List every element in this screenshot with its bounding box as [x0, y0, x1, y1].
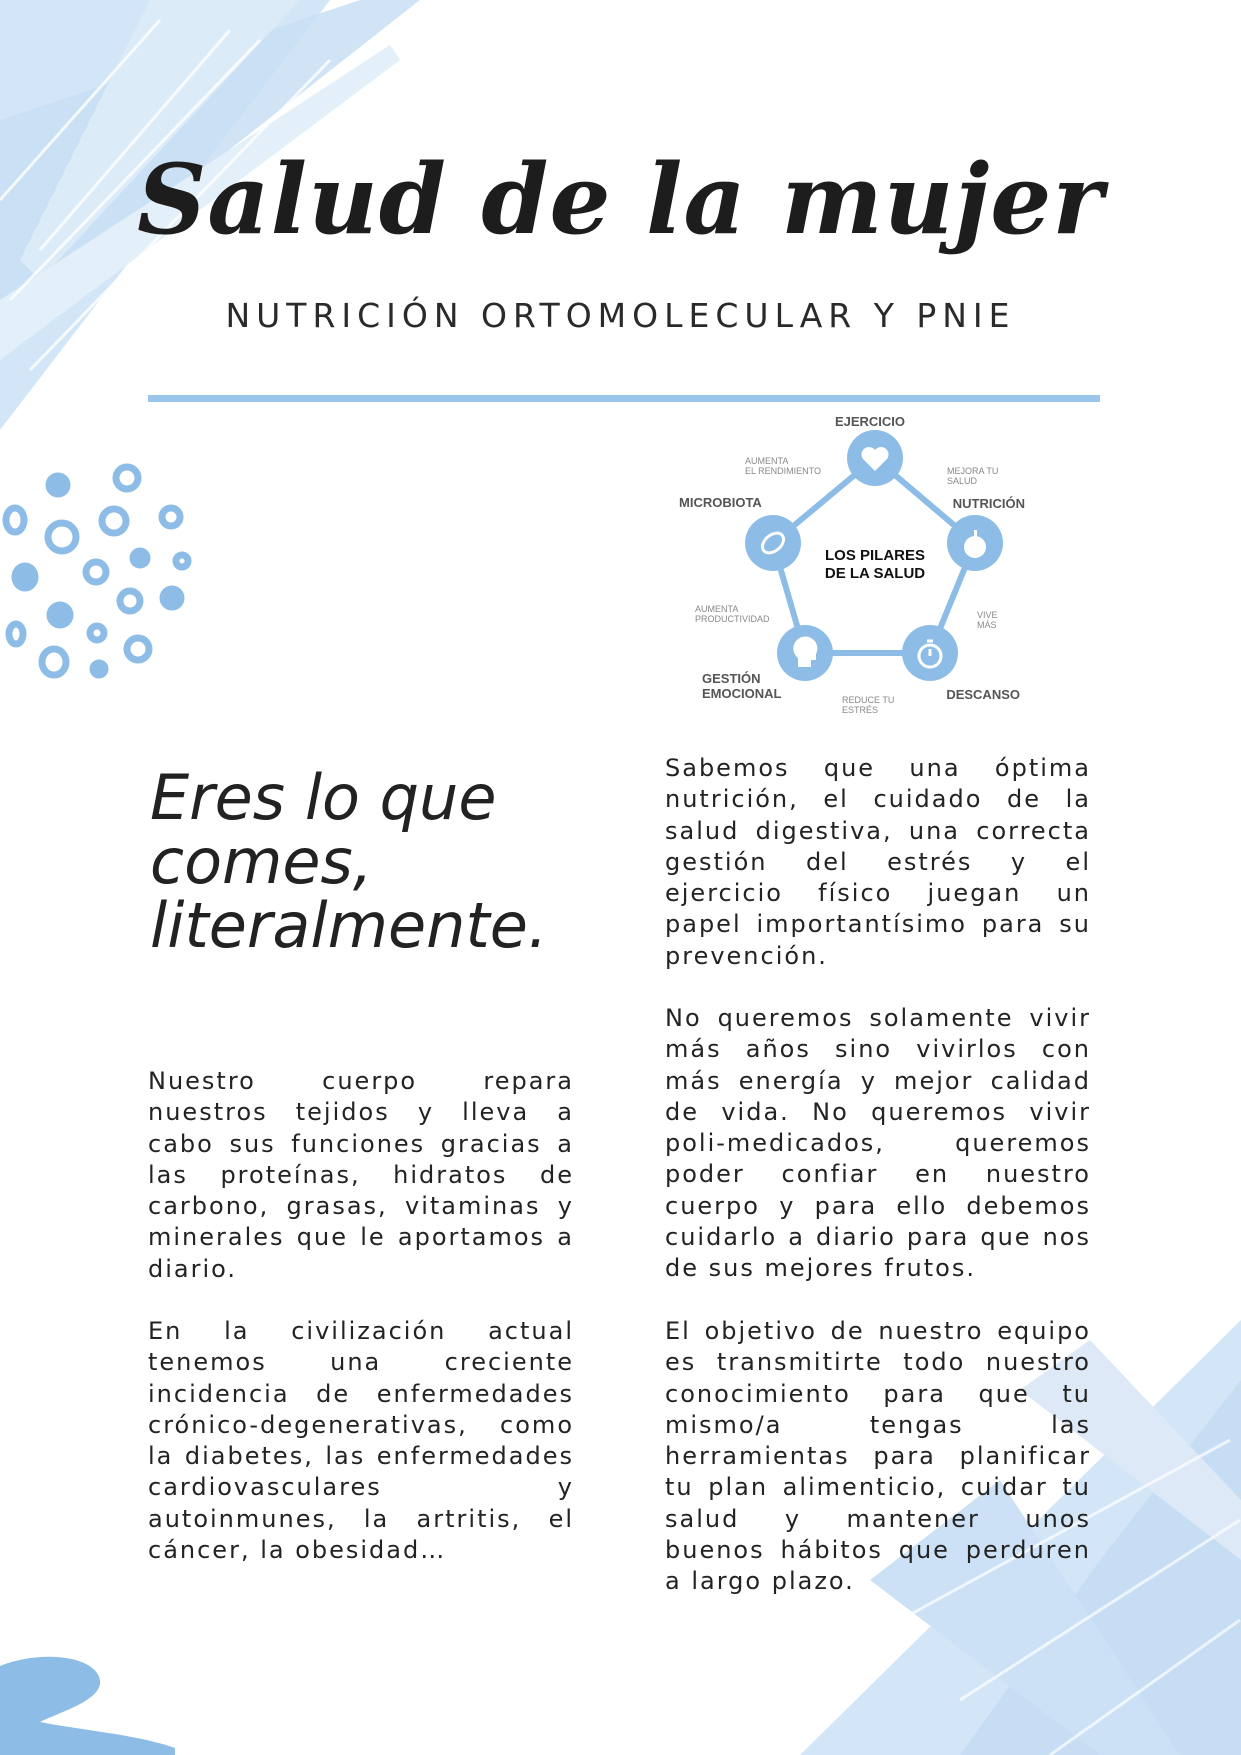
edge-label-vive-2: MÁS — [977, 620, 997, 630]
node-microbiota — [745, 515, 801, 571]
health-pillars-diagram — [670, 408, 1070, 728]
bottom-left-scribble — [0, 1657, 175, 1755]
diagram-center-line2: DE LA SALUD — [824, 565, 926, 582]
label-nutricion: NUTRICIÓN — [952, 496, 1025, 511]
edge-label-reduce-1: REDUCE TU — [842, 695, 895, 705]
edge-label-aumenta-prod-1: AUMENTA — [695, 604, 739, 614]
label-descanso: DESCANSO — [946, 687, 1020, 702]
dot-pattern-decoration — [6, 467, 188, 675]
edge-label-aumenta-rend-1: AUMENTA — [745, 456, 789, 466]
body-paragraph-left-2: En la civilización actual tenemos una creciente incidencia de enfermedades crónico-degenerativas, como la diabetes, las enfermedades cardiovasculares y autoinmunes, la artritis, el cáncer, la obesidad… — [148, 1317, 574, 1565]
body-paragraph-left-1: Nuestro cuerpo repara nuestros tejidos y lleva a cabo sus funciones gracias a las proteínas, hidratos de carbono, grasas, vitaminas y minerales que le aportamos a diario. — [148, 1067, 574, 1283]
node-ejercicio — [847, 430, 903, 486]
label-ejercicio: EJERCICIO — [834, 414, 906, 429]
page-title: Salud de la mujer — [137, 143, 1104, 256]
diagram-center-line1: LOS PILARES — [824, 547, 926, 564]
edge-label-mejora-2: SALUD — [947, 476, 978, 486]
node-descanso — [902, 625, 958, 681]
edge-label-aumenta-prod-2: PRODUCTIVIDAD — [695, 614, 770, 624]
edge-label-reduce-2: ESTRÉS — [842, 705, 879, 715]
body-paragraph-right-3: El objetivo de nuestro equipo es transmitirte todo nuestro conocimiento para que tu mismo/a tengas las herramientas para planificar tu plan alimenticio, cuidar tu salud y mantener unos buenos hábitos que perduren a largo plazo. — [665, 1317, 1091, 1596]
body-paragraph-right-1: Sabemos que una óptima nutrición, el cuidado de la salud digestiva, una correcta gestión del estrés y el ejercicio físico juegan un papel importantísimo para su prevención. — [665, 754, 1091, 970]
label-emocional: EMOCIONAL — [702, 686, 782, 701]
edge-label-mejora-1: MEJORA TU — [947, 466, 999, 476]
label-gestion: GESTIÓN — [702, 671, 761, 686]
page-subtitle: NUTRICIÓN ORTOMOLECULAR Y PNIE — [225, 296, 1016, 335]
header-divider — [148, 395, 1100, 402]
body-paragraph-right-2: No queremos solamente vivir más años sino vivirlos con más energía y mejor calidad de vida. No queremos vivir poli-medicados, queremos poder confiar en nuestro cuerpo y para ello debemos cuidarlo a diario para que nos de sus mejores frutos. — [665, 1004, 1091, 1283]
label-microbiota: MICROBIOTA — [679, 495, 762, 510]
node-gestion-emocional — [777, 625, 833, 681]
node-nutricion — [947, 515, 1003, 571]
edge-label-vive-1: VIVE — [977, 610, 998, 620]
edge-label-aumenta-rend-2: EL RENDIMIENTO — [745, 466, 822, 476]
pull-quote: Eres lo que comes, literalmente. — [150, 761, 548, 962]
